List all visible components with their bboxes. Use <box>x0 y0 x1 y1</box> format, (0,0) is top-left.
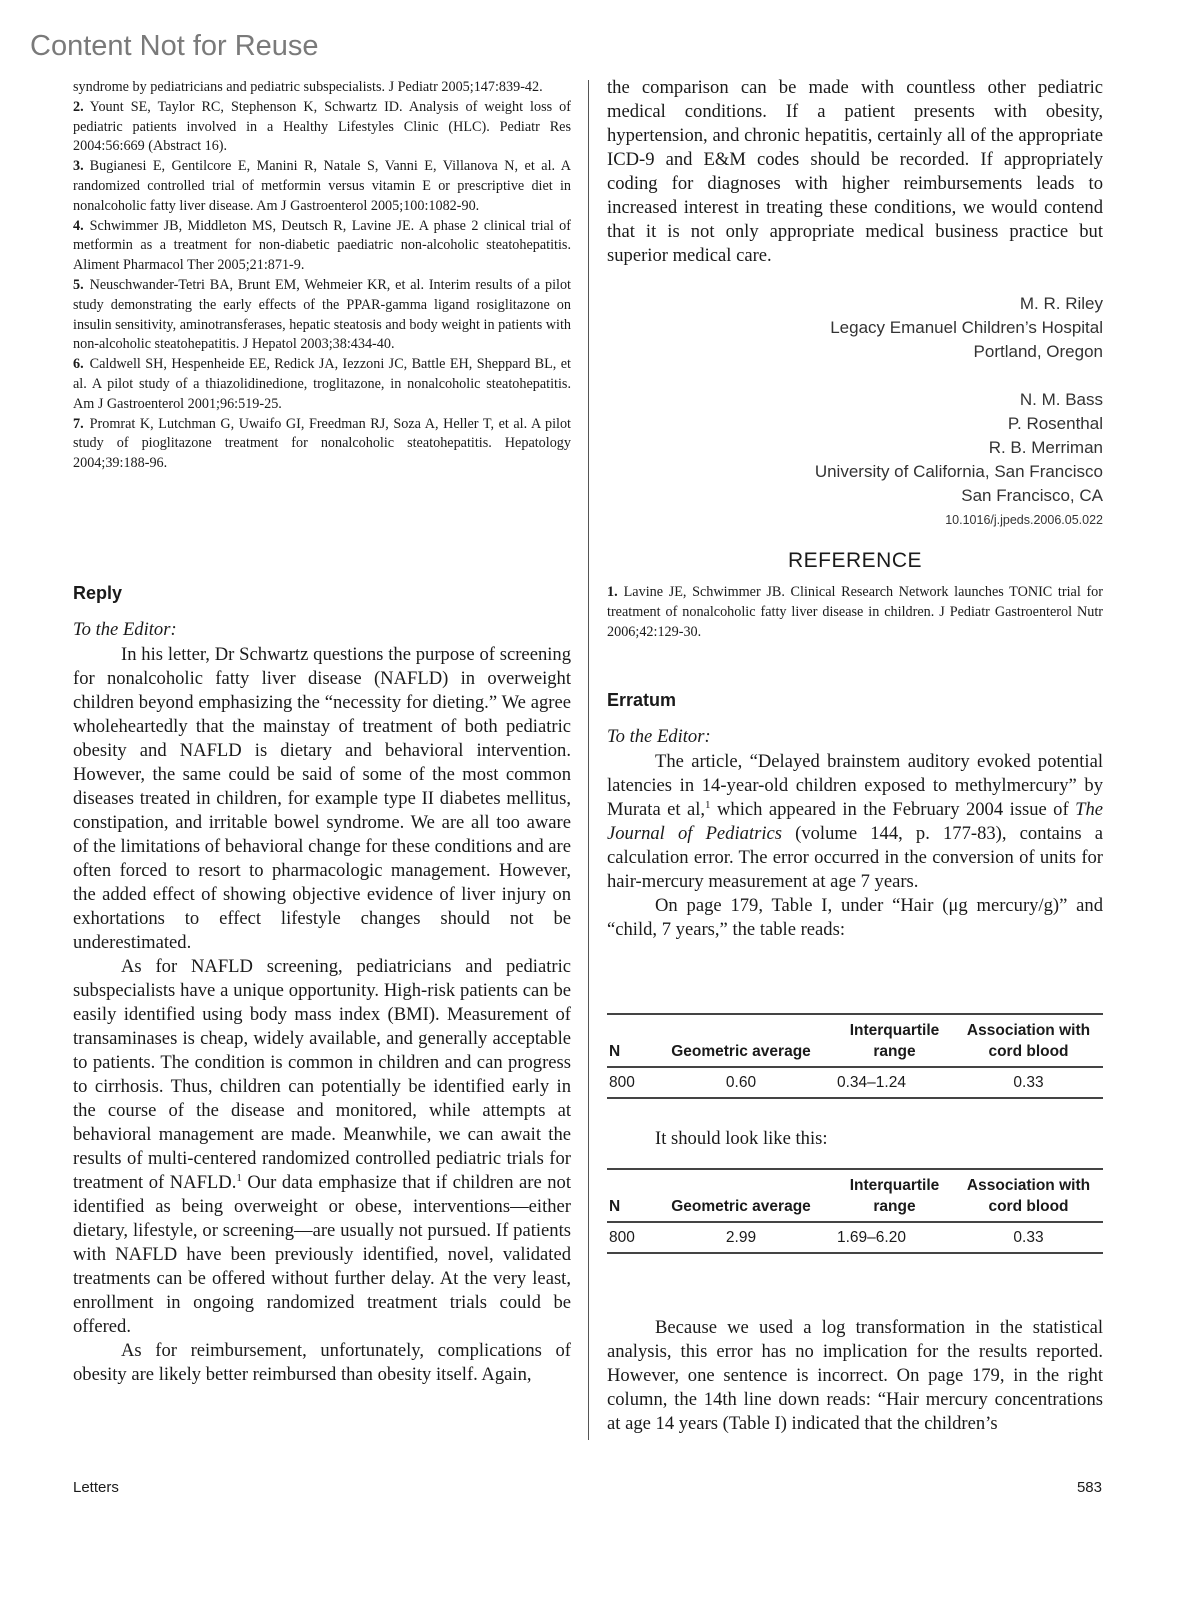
erratum-heading: Erratum <box>607 690 677 710</box>
table-row: 800 2.99 1.69–6.20 0.33 <box>609 1229 1044 1246</box>
reply-salutation: To the Editor: <box>73 619 177 640</box>
erratum-body <box>607 750 1103 942</box>
paragraph: the comparison can be made with countless other pediatric medical conditions. If a patient presents with obesity, hypertension, and chronic hepatitis, certainly all of the appropriate ICD-9 and E&M codes should be recorded. If appropriately coding for diagnoses with higher reimbursements leads to increased interest in treating these conditions, we would contend that it is not only appropriate medical business practice but superior medical care. <box>607 77 1103 266</box>
paragraph: In his letter, Dr Schwartz questions the purpose of screening for nonalcoholic fatty liver disease (NAFLD) in overweight children beyond emphasizing the “necessity for dieting.” We agree wholeheartedly that the mainstay of treatment of both pediatric obesity and NAFLD is dietary and behavioral intervention. However, the same could be said of some of the most common diseases treated in children, for example type II diabetes mellitus, constipation, and irritable bowel syndrome. We are all too aware of the limitations of behavioral change for these conditions and are often forced to resort to pharmacologic management. However, the added effect of showing objective evidence of liver injury on exhortations to effect lifestyle changes should not be underestimated. <box>73 644 571 953</box>
paragraph: Because we used a log transformation in the statistical analysis, this error has no implication for the results reported. However, one sentence is incorrect. On page 179, in the right column, the 14th line down reads: “Hair mercury concentrations at age 14 years (Table I) indicated that the children’s <box>607 1317 1103 1434</box>
paragraph: On page 179, Table I, under “Hair (μg mercury/g)” and “child, 7 years,” the table reads: <box>607 895 1103 940</box>
citation-superscript: 1 <box>236 1171 242 1184</box>
footer-section: Letters <box>73 1479 119 1496</box>
journal-title: The Journal of Pediatrics <box>607 799 1103 844</box>
signature-block-1: M. R. Riley Legacy Emanuel Children’s Hospital Portland, Oregon <box>830 294 1103 361</box>
reference-item: 7. Promrat K, Lutchman G, Uwaifo GI, Freedman RJ, Soza A, Heller T, et al. A pilot study of pioglitazone treatment for nonalcoholic steatohepatitis. Hepatology 2004;39:188-96. <box>73 415 571 472</box>
paragraph: As for reimbursement, unfortunately, complications of obesity are likely better reimbursed than obesity itself. Again, <box>73 1340 571 1385</box>
reference-heading: REFERENCE <box>787 549 923 572</box>
table-row: 800 0.60 0.34–1.24 0.33 <box>609 1074 1044 1091</box>
paragraph: The article, “Delayed brainstem auditory evoked potential latencies in 14-year-old children exposed to methylmercury” by Murata et al,$^1$ which appeared in the February 2004 issue of The Journal of Pediatrics (volume 144, p. 177-83), contains a calculation error. The error occurred in the conversion of units for hair-mercury measurement at age 7 years. <box>607 751 1104 892</box>
reference-item: 3. Bugianesi E, Gentilcore E, Manini R, Natale S, Vanni E, Villanova N, et al. A randomized controlled trial of metformin versus vitamin E or prescriptive diet in nonalcoholic fatty liver disease. Am J Gastroenterol 2005;100:1082-90. <box>73 158 571 214</box>
reference-list <box>607 583 1103 642</box>
reference-list-continued <box>73 78 571 474</box>
table-corrected <box>607 1168 1103 1254</box>
reference-item: 1. Lavine JE, Schwimmer JB. Clinical Research Network launches TONIC trial for treatment of nonalcoholic fatty liver disease in children. J Pediatr Gastroenterol Nutr 2006;42:129-30. <box>607 584 1103 640</box>
reference-item: 4. Schwimmer JB, Middleton MS, Deutsch R, Lavine JE. A phase 2 clinical trial of metformin as a treatment for non-diabetic paediatric non-alcoholic steatohepatitis. Aliment Pharmacol Ther 2005;21:871-9. <box>73 217 571 274</box>
citation-superscript: 1 <box>705 798 711 811</box>
table-header-row: N Geometric average Interquartile range Association with cord blood <box>607 1014 1103 1067</box>
reference-item: 5. Neuschwander-Tetri BA, Brunt EM, Wehmeier KR, et al. Interim results of a pilot study demonstrating the early effects of the PPAR-gamma ligand rosiglitazone on insulin sensitivity, aminotransferases, hepatic steatosis and body weight in patients with non-alcoholic steatohepatitis. J Hepatol 2003;38:434-40. <box>73 276 571 353</box>
reply-heading: Reply <box>73 583 123 603</box>
erratum-salutation: To the Editor: <box>607 726 711 747</box>
reply-body <box>73 643 571 1387</box>
signature-block-2: N. M. Bass P. Rosenthal R. B. Merriman University of California, San Francisco San Francisco, CA 10.1016/j.jpeds.2006.05.022 <box>607 388 1103 532</box>
page-number: 583 <box>1076 1479 1102 1496</box>
table-original <box>607 1013 1103 1099</box>
reference-item: syndrome by pediatricians and pediatric subspecialists. J Pediatr 2005;147:839-42. <box>73 79 543 95</box>
table-header-row: N Geometric average Interquartile range Association with cord blood <box>607 1169 1103 1222</box>
reference-item: 6. Caldwell SH, Hespenheide EE, Redick JA, Iezzoni JC, Battle EH, Sheppard BL, et al. A pilot study of a thiazolidinedione, troglitazone, in nonalcoholic steatohepatitis. Am J Gastroenterol 2001;96:519-25. <box>73 356 571 412</box>
erratum-body-continued <box>607 1316 1103 1436</box>
watermark: Content Not for Reuse <box>30 30 319 62</box>
reference-item: 2. Yount SE, Taylor RC, Stephenson K, Schwartz ID. Analysis of weight loss of pediatric patients involved in a Healthy Lifestyles Clinic (HLC). Pediatr Res 2004:56:669 (Abstract 16). <box>73 98 571 155</box>
column-divider <box>588 80 589 1440</box>
doi: 10.1016/j.jpeds.2006.05.022 <box>945 513 1103 527</box>
paragraph: As for NAFLD screening, pediatricians and pediatric subspecialists have a unique opportunity. High-risk patients can be easily identified using body mass index (BMI). Measurement of transaminases is cheap, widely available, and generally acceptable to patients. The condition is common in children and can progress to cirrhosis. Thus, children can potentially be identified early in the course of the disease and monitored, while attempts at behavioral management are made. Meanwhile, we can await the results of multi-centered randomized controlled pediatric trials for treatment of NAFLD.$^1$ Our data emphasize that if children are not identified as being overweight or obese, interventions—either dietary, lifestyle, or screening—are usually not pursued. If patients with NAFLD have been previously identified, novel, validated treatments can be offered without further delay. At the very least, enrollment in ongoing randomized treatment trials could be offered. <box>73 956 571 1337</box>
erratum-between-text: It should look like this: <box>655 1128 828 1149</box>
reply-body-continued <box>607 76 1103 268</box>
